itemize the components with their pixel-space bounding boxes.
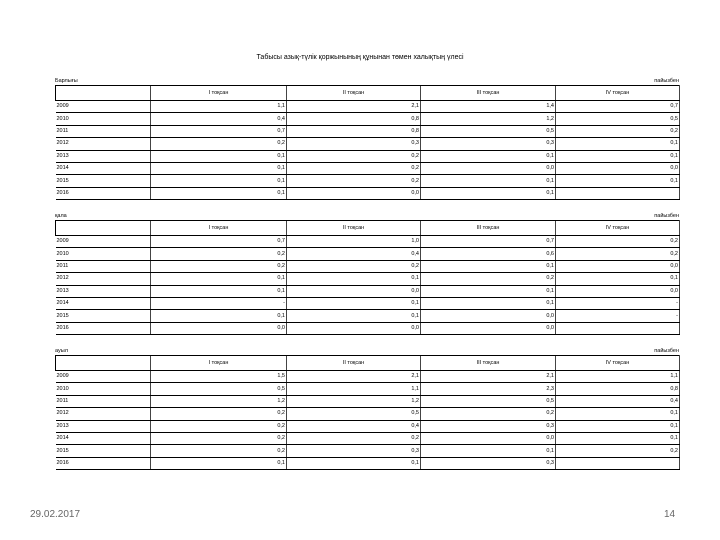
column-header: I тоқсан — [151, 86, 287, 101]
value-cell: 0,4 — [151, 113, 287, 125]
value-cell: 0,2 — [151, 420, 287, 432]
table-row — [56, 310, 680, 322]
value-cell — [556, 457, 680, 469]
value-cell: 0,2 — [151, 138, 287, 150]
table-row — [56, 420, 680, 432]
value-cell: 0,2 — [287, 175, 421, 187]
value-cell: 0,0 — [151, 322, 287, 334]
table-label: Барлығы — [55, 78, 78, 84]
value-cell: 0,2 — [556, 248, 680, 260]
table-row — [56, 445, 680, 457]
value-cell: 0,1 — [287, 273, 421, 285]
value-cell: 0,8 — [287, 125, 421, 137]
value-cell: 2,3 — [421, 383, 556, 395]
value-cell: 0,1 — [151, 150, 287, 162]
page-number: 14 — [664, 509, 676, 520]
slide-title: Табысы азық-түлік қоржынының құнынан төмен халықтың үлесі — [256, 54, 464, 61]
value-cell: 0,1 — [421, 150, 556, 162]
value-cell: 0,2 — [151, 408, 287, 420]
year-cell: 2011 — [56, 125, 151, 137]
year-cell: 2014 — [56, 297, 151, 309]
table-row — [56, 150, 680, 162]
table-row — [56, 248, 680, 260]
value-cell: 0,0 — [556, 162, 680, 174]
value-cell: 0,4 — [287, 420, 421, 432]
value-cell — [556, 322, 680, 334]
value-cell: 0,1 — [287, 310, 421, 322]
table-row — [56, 162, 680, 174]
value-cell: 0,2 — [151, 445, 287, 457]
value-cell: 2,1 — [287, 101, 421, 113]
table-caption — [55, 78, 679, 85]
header-row — [56, 86, 680, 101]
value-cell: - — [556, 297, 680, 309]
year-cell: 2013 — [56, 285, 151, 297]
table-row — [56, 273, 680, 285]
value-cell: 0,2 — [151, 260, 287, 272]
year-cell: 2012 — [56, 408, 151, 420]
value-cell: 0,1 — [556, 273, 680, 285]
value-cell: 0,0 — [421, 162, 556, 174]
value-cell: 0,1 — [556, 408, 680, 420]
year-cell: 2013 — [56, 420, 151, 432]
column-header — [56, 86, 151, 101]
table-row — [56, 383, 680, 395]
value-cell: 0,0 — [556, 260, 680, 272]
table-row — [56, 297, 680, 309]
table-row — [56, 432, 680, 444]
value-cell: 0,1 — [151, 273, 287, 285]
column-header: IV тоқсан — [556, 221, 680, 236]
value-cell: 0,1 — [556, 432, 680, 444]
value-cell: 0,1 — [556, 138, 680, 150]
value-cell: 0,1 — [151, 457, 287, 469]
column-header: IV тоқсан — [556, 86, 680, 101]
value-cell: 0,1 — [421, 260, 556, 272]
table-row — [56, 101, 680, 113]
value-cell: 0,1 — [421, 285, 556, 297]
value-cell: 1,2 — [151, 395, 287, 407]
value-cell: 0,0 — [287, 322, 421, 334]
value-cell: 0,1 — [556, 420, 680, 432]
year-cell: 2013 — [56, 150, 151, 162]
value-cell: 0,0 — [421, 322, 556, 334]
year-cell: 2016 — [56, 187, 151, 199]
value-cell: 0,2 — [556, 236, 680, 248]
value-cell: - — [556, 310, 680, 322]
value-cell: 0,6 — [421, 248, 556, 260]
value-cell: 0,2 — [287, 150, 421, 162]
year-cell: 2011 — [56, 260, 151, 272]
value-cell: 0,3 — [421, 457, 556, 469]
value-cell: 0,1 — [287, 297, 421, 309]
value-cell: 0,2 — [287, 432, 421, 444]
column-header — [56, 356, 151, 371]
value-cell: 0,3 — [421, 138, 556, 150]
table-row — [56, 322, 680, 334]
year-cell: 2010 — [56, 248, 151, 260]
data-table — [55, 220, 680, 335]
table-row — [56, 113, 680, 125]
value-cell: 0,2 — [287, 162, 421, 174]
value-cell: 0,2 — [421, 273, 556, 285]
value-cell: 0,8 — [556, 383, 680, 395]
column-header: IV тоқсан — [556, 356, 680, 371]
value-cell: 0,2 — [151, 432, 287, 444]
value-cell: 1,1 — [287, 383, 421, 395]
value-cell: 0,7 — [151, 125, 287, 137]
year-cell: 2010 — [56, 113, 151, 125]
value-cell: 0,1 — [421, 187, 556, 199]
header-row — [56, 356, 680, 371]
table-block-village — [55, 348, 679, 470]
table-label: ауыл — [55, 348, 68, 354]
value-cell: - — [151, 297, 287, 309]
value-cell: 0,1 — [151, 175, 287, 187]
value-cell: 1,5 — [151, 371, 287, 383]
value-cell: 1,1 — [556, 371, 680, 383]
value-cell: 0,5 — [556, 113, 680, 125]
value-cell: 0,5 — [287, 408, 421, 420]
column-header: II тоқсан — [287, 356, 421, 371]
column-header: III тоқсан — [421, 356, 556, 371]
value-cell: 0,7 — [151, 236, 287, 248]
value-cell: 1,1 — [151, 101, 287, 113]
table-row — [56, 138, 680, 150]
value-cell: 1,4 — [421, 101, 556, 113]
value-cell: 0,0 — [421, 310, 556, 322]
column-header — [56, 221, 151, 236]
year-cell: 2012 — [56, 138, 151, 150]
value-cell: 0,5 — [151, 383, 287, 395]
table-row — [56, 187, 680, 199]
value-cell: 1,2 — [421, 113, 556, 125]
unit-label: пайызбен — [654, 348, 679, 354]
table-row — [56, 260, 680, 272]
value-cell: 0,1 — [151, 187, 287, 199]
value-cell: 0,5 — [421, 395, 556, 407]
year-cell: 2010 — [56, 383, 151, 395]
column-header: III тоқсан — [421, 86, 556, 101]
value-cell: 0,8 — [287, 113, 421, 125]
value-cell: 0,1 — [151, 310, 287, 322]
value-cell: 0,1 — [421, 175, 556, 187]
unit-label: пайызбен — [654, 78, 679, 84]
table-row — [56, 285, 680, 297]
value-cell: 0,4 — [287, 248, 421, 260]
table-row — [56, 457, 680, 469]
value-cell: 0,4 — [556, 395, 680, 407]
value-cell: 0,0 — [421, 432, 556, 444]
value-cell: 1,0 — [287, 236, 421, 248]
data-table — [55, 85, 680, 200]
value-cell: 0,7 — [421, 236, 556, 248]
value-cell: 0,1 — [151, 285, 287, 297]
value-cell: 0,1 — [421, 445, 556, 457]
column-header: III тоқсан — [421, 221, 556, 236]
footer-date: 29.02.2017 — [30, 509, 81, 520]
value-cell: 0,3 — [421, 420, 556, 432]
year-cell: 2015 — [56, 445, 151, 457]
value-cell — [556, 187, 680, 199]
table-row — [56, 395, 680, 407]
value-cell: 0,1 — [556, 150, 680, 162]
value-cell: 0,0 — [287, 187, 421, 199]
table-caption — [55, 348, 679, 355]
value-cell: 0,1 — [556, 175, 680, 187]
value-cell: 0,2 — [151, 248, 287, 260]
value-cell: 0,2 — [287, 260, 421, 272]
column-header: I тоқсан — [151, 221, 287, 236]
year-cell: 2009 — [56, 371, 151, 383]
year-cell: 2015 — [56, 175, 151, 187]
value-cell: 0,2 — [556, 125, 680, 137]
value-cell: 0,7 — [556, 101, 680, 113]
year-cell: 2012 — [56, 273, 151, 285]
value-cell: 1,2 — [287, 395, 421, 407]
table-label: қала — [55, 213, 67, 219]
value-cell: 0,3 — [287, 445, 421, 457]
year-cell: 2014 — [56, 432, 151, 444]
year-cell: 2009 — [56, 101, 151, 113]
value-cell: 0,2 — [556, 445, 680, 457]
year-cell: 2014 — [56, 162, 151, 174]
table-row — [56, 371, 680, 383]
table-caption — [55, 213, 679, 220]
value-cell: 0,1 — [287, 457, 421, 469]
value-cell: 0,0 — [287, 285, 421, 297]
year-cell: 2015 — [56, 310, 151, 322]
value-cell: 0,3 — [287, 138, 421, 150]
year-cell: 2016 — [56, 457, 151, 469]
unit-label: пайызбен — [654, 213, 679, 219]
year-cell: 2009 — [56, 236, 151, 248]
value-cell: 2,1 — [421, 371, 556, 383]
value-cell: 2,1 — [287, 371, 421, 383]
column-header: II тоқсан — [287, 221, 421, 236]
table-row — [56, 175, 680, 187]
table-block-city — [55, 213, 679, 335]
data-table — [55, 355, 680, 470]
column-header: II тоқсан — [287, 86, 421, 101]
value-cell: 0,2 — [421, 408, 556, 420]
table-row — [56, 236, 680, 248]
table-block-total — [55, 78, 679, 200]
value-cell: 0,0 — [556, 285, 680, 297]
value-cell: 0,1 — [421, 297, 556, 309]
value-cell: 0,5 — [421, 125, 556, 137]
value-cell: 0,1 — [151, 162, 287, 174]
header-row — [56, 221, 680, 236]
year-cell: 2016 — [56, 322, 151, 334]
year-cell: 2011 — [56, 395, 151, 407]
column-header: I тоқсан — [151, 356, 287, 371]
table-row — [56, 125, 680, 137]
table-row — [56, 408, 680, 420]
